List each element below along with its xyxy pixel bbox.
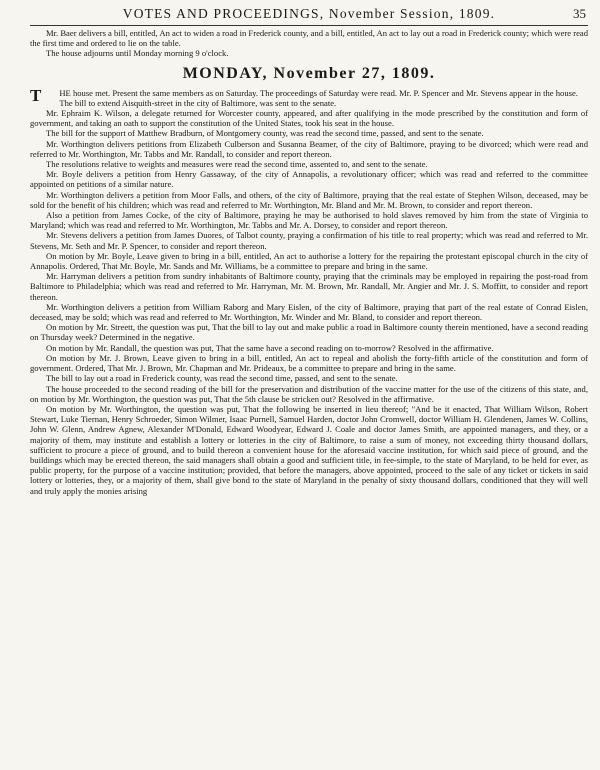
paragraph: Mr. Stevens delivers a petition from James Duores, of Talbot county, praying a confirmation of his title to real property; which was read and referred to Mr. Stevens, Mr. Seth and Mr. P. Spencer, to consider and report thereon. <box>30 230 588 251</box>
paragraph: Mr. Harryman delivers a petition from sundry inhabitants of Baltimore county, praying that the criminals may be employed in repairing the post-road from Baltimore to Philadelphia; which was read and referred to Mr. Harryman, Mr. M. Brown, Mr. Randall, Mr. Angier and Mr. J. S. Moffitt, to consider and report thereon. <box>30 271 588 302</box>
top-paragraphs <box>30 28 588 59</box>
paragraph: Mr. Boyle delivers a petition from Henry Gassaway, of the city of Annapolis, a revolutionary officer; which was read and referred to the committee appointed on petitions of a similar nature. <box>30 169 588 190</box>
paragraph: Mr. Worthington delivers a petition from Moor Falls, and others, of the city of Baltimore, praying that the real estate of Stephen Wilson, deceased, may be sold for the benefit of his children; which was read and referred to Mr. Worthington, Mr. Bland and Mr. M. Brown, to consider and report thereon. <box>30 189 588 210</box>
paragraph: The bill to lay out a road in Frederick county, was read the second time, passed, and sent to the senate. <box>46 373 398 384</box>
paragraph: The bill for the support of Matthew Bradburn, of Montgomery county, was read the second time, passed, and sent to the senate. <box>46 128 484 139</box>
paragraph: On motion by Mr. Streett, the question was put, That the bill to lay out and make public a road in Baltimore county therein mentioned, have a second reading on Thursday week? Determined in the negative. <box>30 322 588 343</box>
paragraph: Mr. Worthington delivers petitions from Elizabeth Culberson and Susanna Beamer, of the city of Baltimore, praying to be divorced; which were read and referred to Mr. Worthington, Mr. Tabbs and Mr. Randall, to consider and report thereon. <box>30 138 588 159</box>
paragraph: Mr. Worthington delivers a petition from William Raborg and Mary Eislen, of the city of Baltimore, praying that part of the real estate of Conrad Eislen, deceased, may be sold; which was read and referred to Mr. Worthington, Mr. Winder and Mr. Bland, to consider and report thereon. <box>30 301 588 323</box>
paragraph: The house adjourns until Monday morning 9 o'clock. <box>46 48 229 59</box>
paragraph: The bill to extend Aisquith-street in the city of Baltimore, was sent to the senate. <box>59 97 337 108</box>
page-number: 35 <box>573 6 586 21</box>
paragraph: Mr. Baer delivers a bill, entitled, An act to widen a road in Frederick county, and a bill, entitled, An act to lay out a road in Frederick county; which were read the first time and ordered to lie on the table. <box>30 28 588 49</box>
paragraph: On motion by Mr. Worthington, the question was put, That the following be inserted in lieu thereof; "And be it enacted, That William Wilson, Robert Stewart, Luke Tiernan, Henry Schroeder, Simon Wilmer, Isaac Purnell, Samuel Harden, doctor John Cromwell, doctor William H. Glendenen, James W. Collins, John W. Glenn, Andrew Agnew, Alexander M'Donald, Edward Woodyear, Edward J. Coale and doctor James Smith, are appointed managers, and they, or a majority of them, may institute and establish a lottery or lotteries in the city of Baltimore, to raise a sum of money, not exceeding thirty thousand dollars, sufficient to procure a piece of ground, and to build thereon a convenient house for the aforesaid vaccine institution, for which said piece of ground, and the buildings which may be erected thereon, the said managers shall obtain a good and sufficient title, in fee-simple, to the state of Maryland, to be held for ever, as public property, for the purpose of a vaccine institution; provided, that before the managers, above appointed, proceed to the sale of any ticket or tickets in said lottery or lotteries, they, or a majority of them, shall give bond to the state of Maryland in the penalty of sixty thousand dollars, conditioned that they will well and truly apply the monies arising <box>30 403 588 496</box>
paragraph: On motion by Mr. Randall, the question was put, That the same have a second reading on to-morrow? Resolved in the affirmative. <box>46 342 494 353</box>
page-header <box>30 6 588 24</box>
paragraph: Also a petition from James Cocke, of the city of Baltimore, praying he may be authorised to hold slaves removed by him from the state of Virginia to Maryland; which was read and referred to Mr. Worthington, Mr. Tabbs and Mr. A. Dorsey, to consider and report thereon. <box>30 210 588 231</box>
day-heading: MONDAY, November 27, 1809. <box>182 64 436 82</box>
paragraph: On motion by Mr. Boyle, Leave given to bring in a bill, entitled, An act to authorise a lottery for the repairing the protestant episcopal church in the city of Annapolis. Ordered, That Mr. Boyle, Mr. Sands and Mr. Williams, be a committee to prepare and bring in the same. <box>30 250 588 272</box>
paragraph: Mr. Ephraim K. Wilson, a delegate returned for Worcester county, appeared, and after qualifying in the mode prescribed by the constitution and form of government, and taking an oath to support the constitution of the United States, took his seat in the house. <box>30 108 588 129</box>
paragraph: On motion by Mr. J. Brown, Leave given to bring in a bill, entitled, An act to repeal and abolish the forty-fifth article of the constitution and form of government. Ordered, That Mr. J. Brown, Mr. Chapman and Mr. Prideaux, be a committee to prepare and bring in the same. <box>30 352 588 374</box>
opening-paragraph-text: HE house met. Present the same members as on Saturday. The proceedings of Saturday were read. Mr. P. Spencer and Mr. Stevens appear in the house. <box>59 87 578 98</box>
drop-cap: T <box>30 85 42 105</box>
paragraph: The house proceeded to the second reading of the bill for the preservation and distribution of the vaccine matter for the use of the citizens of this state, and, on motion by Mr. Worthington, the question was put, That the 5th clause be stricken out? Resolved in the affirmative. <box>30 383 588 404</box>
running-title: VOTES AND PROCEEDINGS, November Session, 1809. <box>122 6 496 21</box>
body-paragraphs <box>30 98 588 496</box>
paragraph: The resolutions relative to weights and measures were read the second time, assented to, and sent to the senate. <box>46 159 428 170</box>
header-rule <box>30 25 588 26</box>
